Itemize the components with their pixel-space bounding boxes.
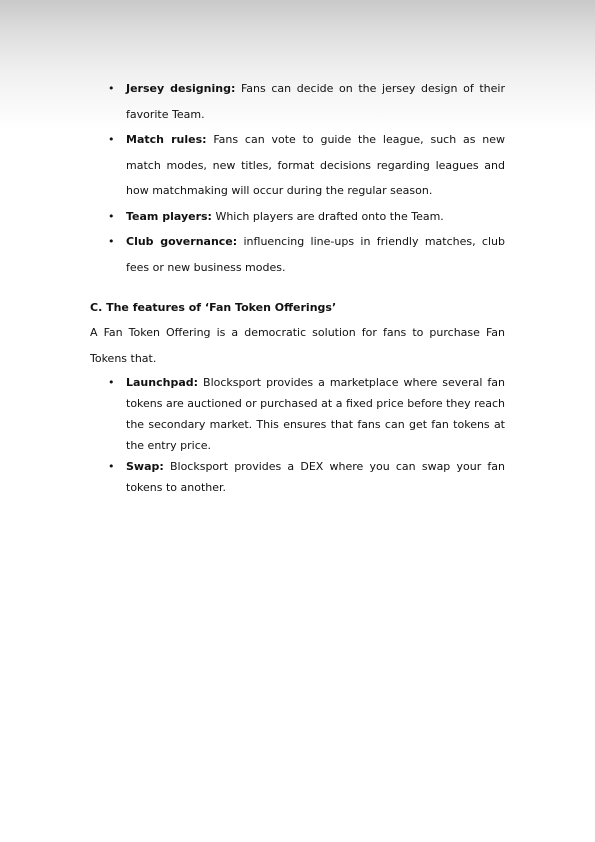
item-term: Launchpad: [126,376,199,389]
bullet-icon: • [108,82,115,95]
item-term: Jersey designing: [126,82,236,95]
bullet-icon: • [108,376,115,389]
list-item-launchpad [108,372,505,456]
list-item-swap [108,456,505,498]
list-item-jersey-designing [108,76,505,127]
list-item-club-governance [108,229,505,280]
bullet-icon: • [108,133,115,146]
item-text: Fans can decide on the jersey design of their favorite Team. [126,82,505,121]
bullet-icon: • [108,460,115,473]
item-term: Match rules: [126,133,207,146]
item-text: influencing line-ups in friendly matches, club fees or new business modes. [126,235,505,274]
participation-list [108,76,505,280]
item-term: Club governance: [126,235,238,248]
list-item-match-rules [108,127,505,204]
features-list [108,372,505,498]
section-heading: C. The features of ‘Fan Token Offerings’ [90,301,337,314]
item-term: Swap: [126,460,164,473]
item-text: Which players are drafted onto the Team. [211,209,444,223]
list-item-team-players [108,204,505,230]
item-term: Team players: [126,209,212,223]
item-text: Blocksport provides a marketplace where several fan tokens are auctioned or purchased at a fixed price before they reach the secondary market. This ensures that fans can get fan tokens at the entry price. [126,376,505,452]
bullet-icon: • [108,235,115,248]
item-text: Fans can vote to guide the league, such as new match modes, new titles, format decisions regarding leagues and how matchmaking will occur during the regular season. [126,133,506,197]
bullet-icon: • [108,209,115,223]
section-paragraph: A Fan Token Offering is a democratic solution for fans to purchase Fan Tokens that. [90,326,505,365]
item-text: Blocksport provides a DEX where you can swap your fan tokens to another. [126,460,505,494]
